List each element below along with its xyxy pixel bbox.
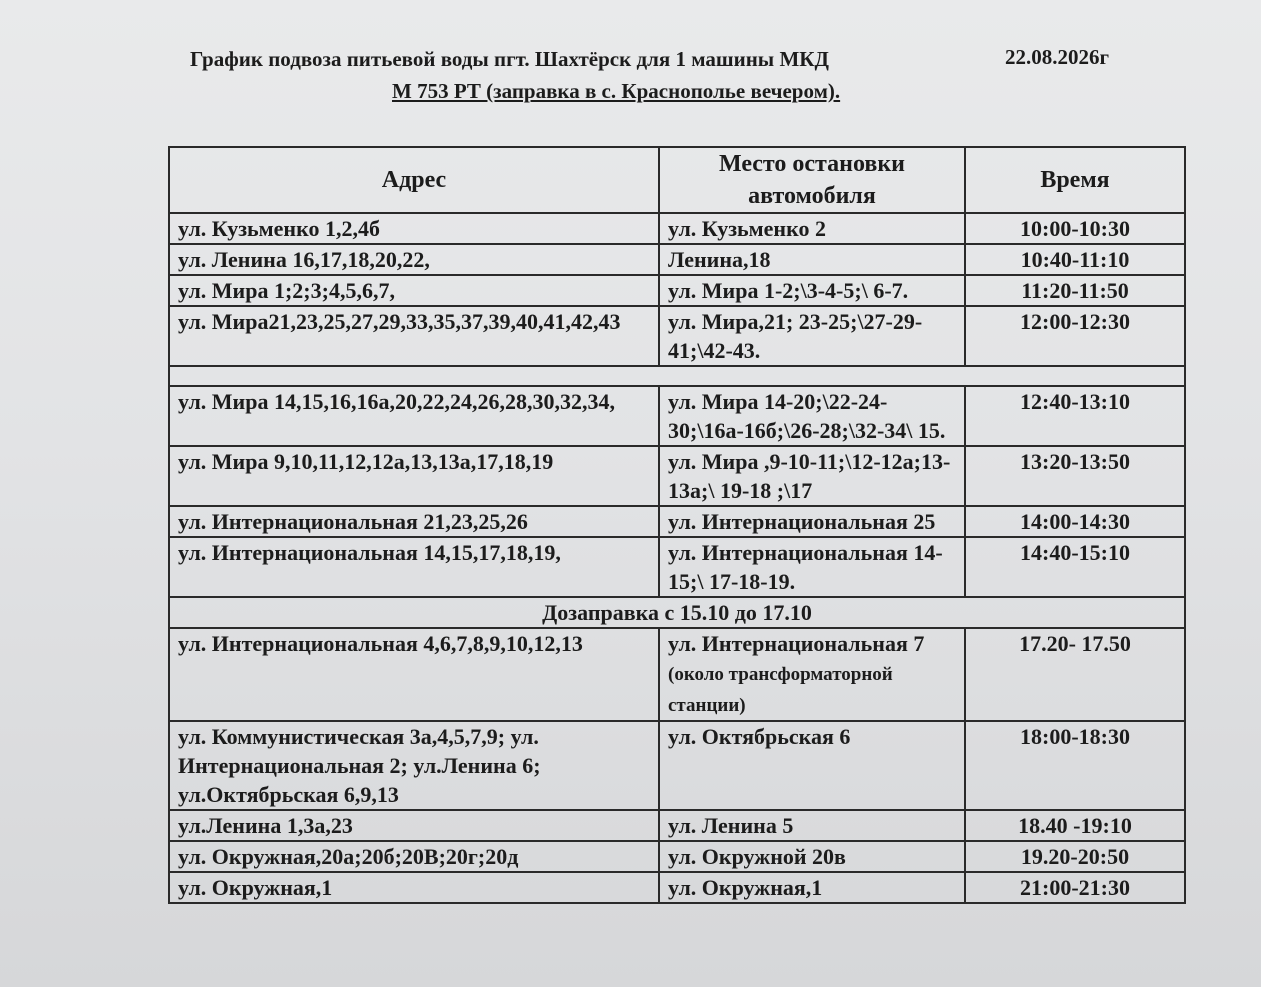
table-row: [169, 537, 1185, 597]
table-header-row: [169, 147, 1185, 213]
address-cell: ул.Ленина 1,3а,23: [169, 810, 659, 841]
table-row: [169, 446, 1185, 506]
table-row: [169, 721, 1185, 810]
time-cell: 10:00-10:30: [965, 213, 1185, 244]
table-row: [169, 386, 1185, 446]
stop-cell: ул. Окружная,1: [659, 872, 965, 903]
time-cell: 12:00-12:30: [965, 306, 1185, 366]
time-cell: 21:00-21:30: [965, 872, 1185, 903]
address-cell: ул. Мира 14,15,16,16а,20,22,24,26,28,30,32,34,: [169, 386, 659, 446]
address-cell: ул. Кузьменко 1,2,4б: [169, 213, 659, 244]
stop-cell: ул. Кузьменко 2: [659, 213, 965, 244]
stop-cell: ул. Октябрьская 6: [659, 721, 965, 810]
table-row: [169, 810, 1185, 841]
stop-cell: ул. Мира,21; 23-25;\27-29-41;\42-43.: [659, 306, 965, 366]
table-row: [169, 506, 1185, 537]
column-header-address: Адрес: [169, 147, 659, 213]
table-row: [169, 872, 1185, 903]
address-cell: ул. Мира 1;2;3;4,5,6,7,: [169, 275, 659, 306]
table-row: [169, 628, 1185, 721]
blank-row: [169, 366, 1185, 386]
table-row: [169, 275, 1185, 306]
stop-main-text: ул. Интернациональная 7: [668, 631, 925, 656]
stop-cell: ул. Окружной 20в: [659, 841, 965, 872]
time-cell: 11:20-11:50: [965, 275, 1185, 306]
address-cell: ул. Интернациональная 4,6,7,8,9,10,12,13: [169, 628, 659, 721]
address-cell: ул. Мира21,23,25,27,29,33,35,37,39,40,41,42,43: [169, 306, 659, 366]
refuel-row: [169, 597, 1185, 628]
schedule-table: [168, 146, 1186, 904]
stop-cell: ул. Ленина 5: [659, 810, 965, 841]
time-cell: 18:00-18:30: [965, 721, 1185, 810]
stop-cell: Ленина,18: [659, 244, 965, 275]
stop-cell: ул. Мира 14-20;\22-24-30;\16а-16б;\26-28;\32-34\ 15.: [659, 386, 965, 446]
stop-cell: ул. Мира 1-2;\3-4-5;\ 6-7.: [659, 275, 965, 306]
column-header-stop: Место остановки автомобиля: [659, 147, 965, 213]
table-row: [169, 213, 1185, 244]
time-cell: 17.20- 17.50: [965, 628, 1185, 721]
time-cell: 10:40-11:10: [965, 244, 1185, 275]
address-cell: ул. Окружная,1: [169, 872, 659, 903]
stop-cell: ул. Интернациональная 25: [659, 506, 965, 537]
time-cell: 19.20-20:50: [965, 841, 1185, 872]
address-cell: ул. Интернациональная 21,23,25,26: [169, 506, 659, 537]
address-cell: ул. Ленина 16,17,18,20,22,: [169, 244, 659, 275]
time-cell: 13:20-13:50: [965, 446, 1185, 506]
stop-cell: [659, 628, 965, 721]
document-title-line2: М 753 РТ (заправка в с. Краснополье вечером).: [392, 79, 841, 103]
document-title-line1: График подвоза питьевой воды пгт. Шахтёрск для 1 машины МКД: [190, 47, 829, 71]
address-cell: ул. Окружная,20а;20б;20В;20г;20д: [169, 841, 659, 872]
address-cell: ул. Коммунистическая 3а,4,5,7,9; ул. Интернациональная 2; ул.Ленина 6; ул.Октябрьская 6,9,13: [169, 721, 659, 810]
table-row: [169, 244, 1185, 275]
table-row: [169, 841, 1185, 872]
time-cell: 18.40 -19:10: [965, 810, 1185, 841]
stop-cell: ул. Интернациональная 14-15;\ 17-18-19.: [659, 537, 965, 597]
address-cell: ул. Мира 9,10,11,12,12а,13,13а,17,18,19: [169, 446, 659, 506]
column-header-time: Время: [965, 147, 1185, 213]
table-row: [169, 306, 1185, 366]
document-date: 22.08.2026г: [1005, 45, 1110, 69]
time-cell: 12:40-13:10: [965, 386, 1185, 446]
stop-cell: ул. Мира ,9-10-11;\12-12а;13-13а;\ 19-18 ;\17: [659, 446, 965, 506]
stop-note-text: (около трансформаторной станции): [668, 664, 893, 716]
address-cell: ул. Интернациональная 14,15,17,18,19,: [169, 537, 659, 597]
refuel-cell: Дозаправка с 15.10 до 17.10: [169, 597, 1185, 628]
time-cell: 14:40-15:10: [965, 537, 1185, 597]
time-cell: 14:00-14:30: [965, 506, 1185, 537]
